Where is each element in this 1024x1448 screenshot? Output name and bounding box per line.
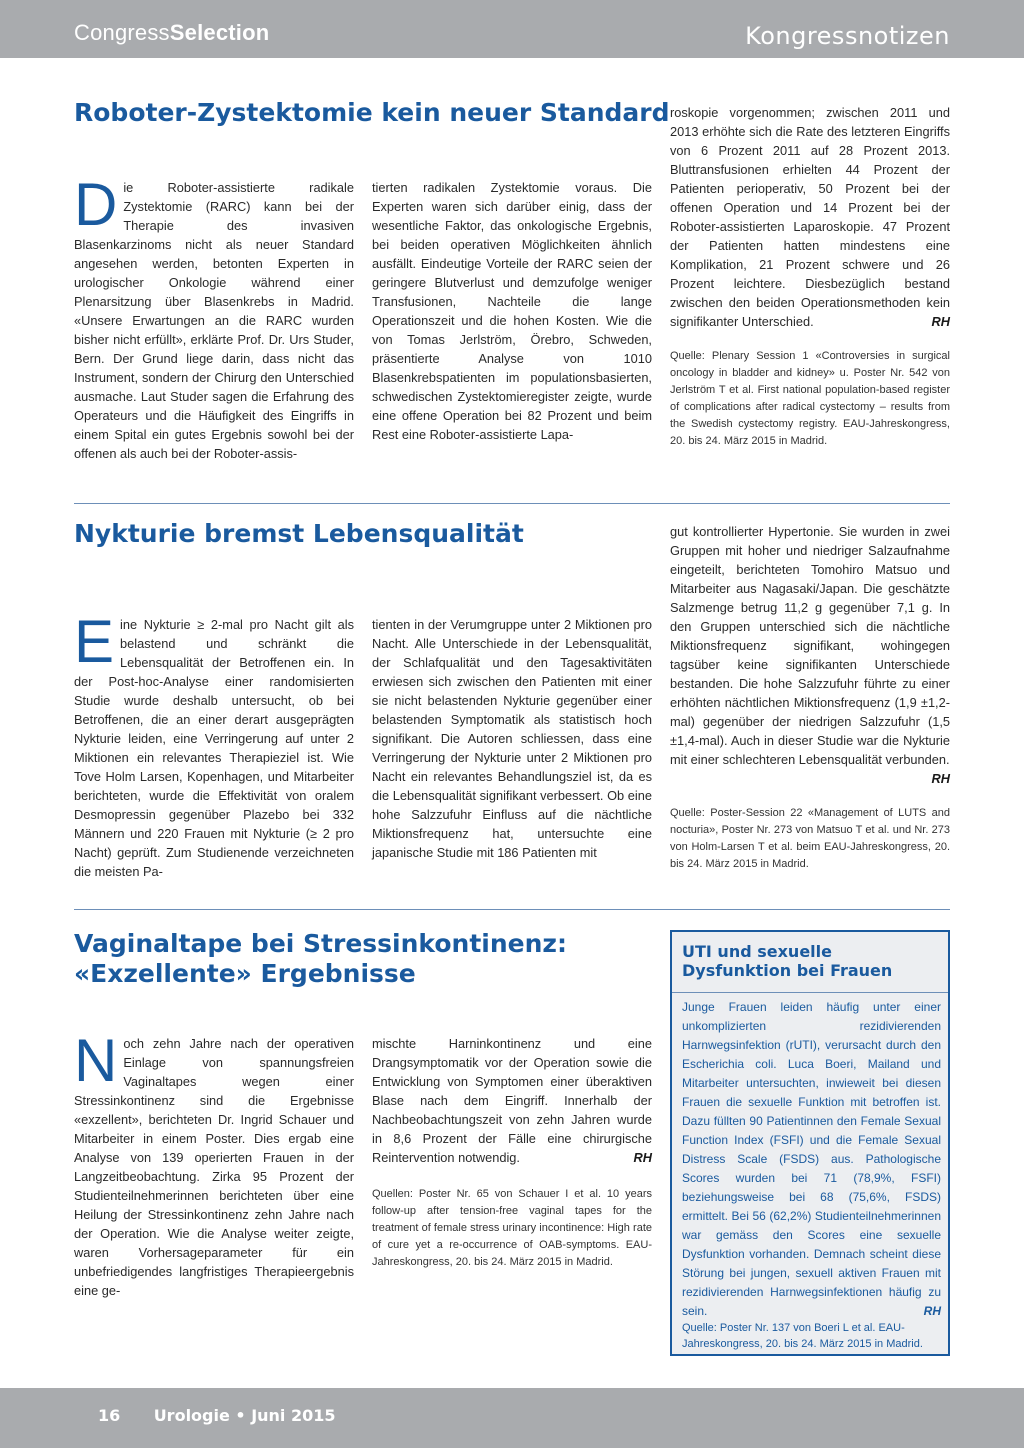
article3-dropcap: N — [74, 1027, 118, 1094]
article3-title: Vaginaltape bei Stressinkontinenz: «Exzellente» Ergebnisse — [74, 929, 567, 988]
article1-col1: Die Roboter-assistierte radikale Zystektomie (RARC) kann bei der Therapie des invasiven Blasenkarzinoms nicht als neuer Standard angesehen werden, betonten Experten in urologischer Onkologie während einer Plenarsitzung über Blasenkrebs in Madrid. «Unsere Erwartungen an die RARC wurden bisher nicht erfüllt», erklärte Prof. Dr. Urs Studer, Bern. Der Grund liege darin, dass nicht das Instrument, sondern der Chirurg den Unterschied ausmache. Laut Studer sagen die Erfahrung des Operateurs und die Häufigkeit des Eingriffs in einem Spital ein gutes Ergebnis sowohl bei der offenen als auch bei der Roboter-assis- — [74, 171, 354, 461]
sidebar-title: UTI und sexuelle Dysfunktion bei Frauen — [682, 942, 893, 980]
article3-author: RH — [633, 1150, 652, 1165]
divider-2 — [74, 909, 950, 910]
brand-bold: Selection — [169, 20, 270, 45]
article1-col2: tierten radikalen Zystektomie voraus. Die Experten waren sich darüber einig, dass der wesentliche Faktor, das onkologische Ergebnis, bei beiden operativen Möglichkeiten ähnlich ausfällt. Eindeutige Vorteile der RARC seien der geringere Blutverlust und demzufolge weniger Transfusionen, Nachteile die lange Operationszeit und die hohen Kosten. Wie die von Tomas Jerlström, Örebro, Schweden, präsentierte Analyse von 1010 Blasenkrebspatienten im populationsbasierten, schwedischen Zystektomieregister zeigte, wurde eine offene Operation bei 82 Prozent und beim Rest eine Roboter-assistierte Lapa- — [372, 180, 652, 442]
article2-dropcap: E — [74, 608, 115, 675]
article2-col2: tienten in der Verumgruppe unter 2 Miktionen pro Nacht. Alle Unterschiede in der Lebensqualität, der Schlafqualität und den Tagesaktivitäten erwiesen sich zwischen den Patienten mit einer sie nicht belastenden Nykturie gegenüber einer belastenden Symptomatik als statistisch hoch signifikant. Die Autoren schliessen, dass eine Verringerung der Nykturie unter 2 Miktionen pro Nacht ein relevantes Behandlungsziel ist, da es die Lebensqualität signifikant verbessert. Ob eine hohe Salzzufuhr Einfluss auf die nächtliche Miktionsfrequenz hat, untersuchte eine japanische Studie mit 186 Patienten mit — [372, 617, 652, 860]
sidebar-author: RH — [923, 1304, 941, 1318]
section-label: Kongressnotizen — [745, 22, 950, 50]
article1-author: RH — [931, 314, 950, 329]
article2-col1: Eine Nykturie ≥ 2-mal pro Nacht gilt als belastend und schränkt die Lebensqualität der Betroffenen ein. In der Post-hoc-Analyse einer randomisierten Studie wurde deshalb untersucht, ob bei Betroffenen, die an einer derart ausgeprägten Nykturie leiden, eine Verringerung auf unter 2 Miktionen ein relevantes Therapieziel ist. Wie Tove Holm Larsen, Kopenhagen, und Mitarbeiter berichteten, wurde die Effektivität von oralem Desmopressin gegenüber Plazebo bei 332 Männern und 220 Frauen mit Nykturie (≥ 2 pro Nacht) geprüft. Zum Studienende verzeichneten die meisten Pa- — [74, 608, 354, 879]
brand-light: Congress — [74, 20, 170, 45]
sidebar-source: Quelle: Poster Nr. 137 von Boeri L et al. EAU-Jahreskongress, 20. bis 24. März 2015 in Madrid. — [682, 1322, 923, 1350]
brand-logo — [74, 20, 269, 46]
article2-author: RH — [931, 771, 950, 786]
article2-col3: gut kontrollierter Hypertonie. Sie wurden in zwei Gruppen mit hoher und niedriger Salzaufnahme eingeteilt, berichteten Tomohiro Matsuo und Mitarbeiter aus Nagasaki/Japan. Die geschätzte Salzmenge betrug 11,2 g gegenüber 7,1 g. In den Gruppen unterschied sich die nächtliche Miktionsfrequenz signifikant, wohingegen tagsüber keine signifikanten Unterschiede bestanden. Die hohe Salzzufuhr führte zu einer erhöhten nächtlichen Miktionsfrequenz (1,9 ±1,2-mal) gegenüber der niedrigen Salzzufuhr (1,5 ±1,4-mal). Auch in dieser Studie war die Nykturie mit einer schlechteren Lebensqualität verbunden. RH — [670, 524, 950, 786]
article1-dropcap: D — [74, 171, 118, 238]
article2-source: Quelle: Poster-Session 22 «Management of LUTS and nocturia», Poster Nr. 273 von Matsuo T et al. und Nr. 273 von Holm-Larsen T et al. beim EAU-Jahreskongress, 20. bis 24. März 2015 in Madrid. — [670, 807, 950, 870]
article2-title: Nykturie bremst Lebensqualität — [74, 519, 524, 548]
article3-col2: mischte Harninkontinenz und eine Drangsymptomatik vor der Operation sowie die Entwicklung von Symptomen einer überaktiven Blase nach dem Eingriff. Innerhalb der Nachbeobachtungszeit von zehn Jahren wurde in 8,6 Prozent der Fälle eine chirurgische Reintervention notwendig. RH — [372, 1036, 652, 1165]
article3-source: Quellen: Poster Nr. 65 von Schauer I et al. 10 years follow-up after tension-free vaginal tapes for the treatment of female stress urinary incontinence: High rate of cure yet a re-occurrence of OAB-symptoms. EAU-Jahreskongress, 20. bis 24. März 2015 in Madrid. — [372, 1188, 652, 1268]
issue-label: Urologie • Juni 2015 — [153, 1406, 336, 1425]
footer-bar — [0, 1388, 1024, 1448]
article3-col1: Noch zehn Jahre nach der operativen Einlage von spannungsfreien Vaginaltapes wegen einer Stressinkontinenz sind die Ergebnisse «exzellent», berichteten Dr. Ingrid Schauer und Mitarbeiter in einem Poster. Dies ergab eine Analyse von 139 operierten Frauen in der Langzeitbeobachtung. Zirka 95 Prozent der Studienteilnehmerinnen berichteten über eine Heilung der Stressinkontinenz zehn Jahre nach der Operation. Wie die Analyse weiter zeigte, waren Vorhersageparameter für ein unbefriedigendes langfristiges Therapieergebnis eine ge- — [74, 1027, 354, 1298]
divider-1 — [74, 503, 950, 504]
header-bar — [0, 0, 1024, 58]
article1-title: Roboter-Zystektomie kein neuer Standard — [74, 98, 670, 127]
article1-col3: roskopie vorgenommen; zwischen 2011 und 2013 erhöhte sich die Rate des letzteren Eingriffs von 6 Prozent 2011 auf 28 Prozent 2013. Bluttransfusionen erhielten 44 Prozent der Patienten perioperativ, 50 Prozent bei der offenen Operation und 14 Prozent bei der Roboter-assistierten Laparoskopie. 47 Prozent der Patienten hatten mindestens eine Komplikation, 21 Prozent schwere und 26 Prozent leichtere. Diesbezüglich bestand zwischen den beiden Operationsmethoden kein signifikanter Unterschied. RH — [670, 105, 950, 329]
footer-text — [98, 1406, 336, 1425]
sidebar-divider — [672, 992, 948, 993]
sidebar-box — [670, 930, 950, 1356]
sidebar-body: Junge Frauen leiden häufig unter einer unkomplizierten rezidivierenden Harnwegsinfektion (rUTI), verursacht durch den Escherichia coli. Luca Boeri, Mailand und Mitarbeiter untersuchten, inwieweit bei diesen Frauen die sexuelle Funktion mit betroffen ist. Dazu füllten 90 Patientinnen den Female Sexual Function Index (FSFI) und die Female Sexual Distress Scale (FSDS) aus. Pathologische Scores wurden bei 71 (78,9%, FSFI) beziehungsweise bei 68 (75,6%, FSDS) ermittelt. Bei 56 (62,2%) Studienteilnehmerinnen war gemäss den Scores eine sexuelle Dysfunktion vorhanden. Demnach scheint diese Störung bei jungen, sexuell aktiven Frauen mit rezidivierenden Harnwegsinfektionen häufig zu sein. RH — [682, 998, 941, 1321]
page-number: 16 — [98, 1406, 121, 1425]
article1-source: Quelle: Plenary Session 1 «Controversies in surgical oncology in bladder and kidney» u. Poster Nr. 542 von Jerlström T et al. First national population-based register of complications after radical cystectomy – results from the Swedish cystectomy registry. EAU-Jahreskongress, 20. bis 24. März 2015 in Madrid. — [670, 350, 950, 447]
